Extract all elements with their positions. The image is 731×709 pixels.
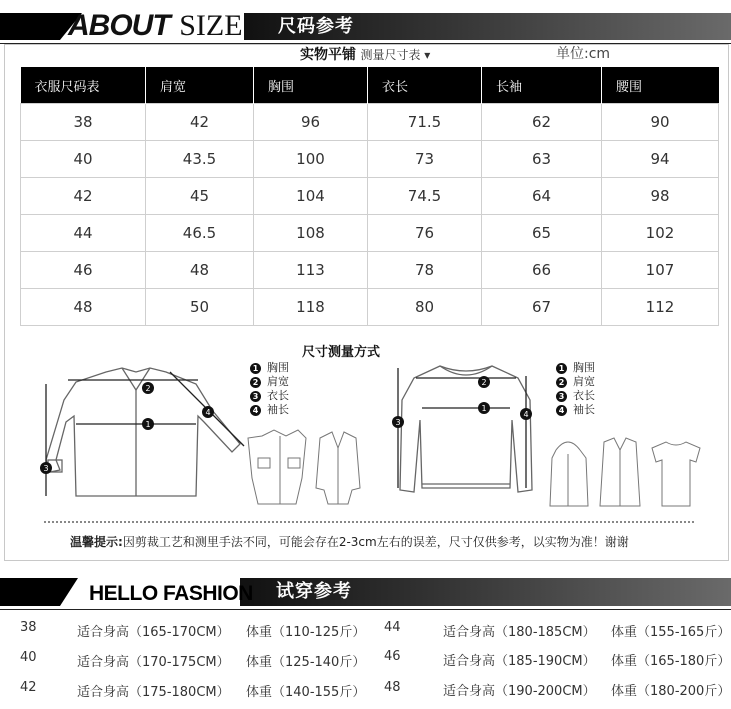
fit-height: 适合身高（175-180CM） <box>77 685 230 700</box>
dotted-divider <box>44 521 694 523</box>
size-table-body <box>21 104 719 326</box>
shirt-marker-1 <box>142 418 154 430</box>
fit-weight: 体重（165-180斤） <box>611 654 731 669</box>
table-cell: 76 <box>368 215 482 252</box>
measure-method-title: 尺寸测量方式 <box>302 345 381 360</box>
legend-left-item-2: 2 肩宽 <box>250 375 289 389</box>
fit-weight: 体重（140-155斤） <box>246 685 366 700</box>
table-cell: 48 <box>21 289 146 326</box>
table-cell: 42 <box>21 178 146 215</box>
size-table <box>20 67 719 326</box>
table-row <box>21 178 719 215</box>
hoodie-cardigan-tee-illustration <box>548 434 704 512</box>
table-cell: 102 <box>602 215 719 252</box>
shirt-marker-2 <box>142 382 154 394</box>
svg-text:1: 1 <box>481 404 487 413</box>
table-row <box>21 252 719 289</box>
table-subtitle: 实物平铺 测量尺寸表 ▾ <box>300 47 431 63</box>
column-header: 胸围 <box>254 67 368 104</box>
table-cell: 100 <box>254 141 368 178</box>
sweater-marker-1 <box>478 402 490 414</box>
shirt-illustration <box>36 360 256 510</box>
fit-size: 38 <box>20 620 37 635</box>
legend-left-item-4: 4 袖长 <box>250 403 289 417</box>
fit-size: 48 <box>384 680 401 695</box>
sweater-marker-2 <box>478 376 490 388</box>
svg-text:4: 4 <box>523 410 529 419</box>
table-row <box>21 215 719 252</box>
table-cell: 108 <box>254 215 368 252</box>
sweater-illustration <box>386 360 546 510</box>
table-cell: 98 <box>602 178 719 215</box>
fashion-bar-slant <box>60 578 78 606</box>
table-cell: 62 <box>482 104 602 141</box>
fit-weight: 体重（110-125斤） <box>246 625 366 640</box>
table-cell: 42 <box>146 104 254 141</box>
table-cell: 45 <box>146 178 254 215</box>
table-cell: 46 <box>21 252 146 289</box>
svg-text:1: 1 <box>145 420 151 429</box>
svg-text:2: 2 <box>481 378 487 387</box>
table-cell: 65 <box>482 215 602 252</box>
legend-right-item-4: 4 袖长 <box>556 403 595 417</box>
table-cell: 38 <box>21 104 146 141</box>
hello-fashion-title: HELLO FASHION <box>89 582 253 605</box>
table-cell: 48 <box>146 252 254 289</box>
column-header: 肩宽 <box>146 67 254 104</box>
fit-size: 46 <box>384 649 401 664</box>
try-on-reference-heading: 试穿参考 <box>276 581 352 602</box>
table-cell: 63 <box>482 141 602 178</box>
legend-right-item-3: 3 衣长 <box>556 389 595 403</box>
svg-text:3: 3 <box>43 464 49 473</box>
table-row <box>21 104 719 141</box>
legend-right-item-1: 1 胸围 <box>556 361 595 375</box>
table-cell: 74.5 <box>368 178 482 215</box>
table-cell: 118 <box>254 289 368 326</box>
fit-height: 适合身高（185-190CM） <box>443 654 596 669</box>
table-cell: 43.5 <box>146 141 254 178</box>
table-cell: 66 <box>482 252 602 289</box>
shirt-marker-3 <box>40 462 52 474</box>
unit-label: 单位:cm <box>556 46 611 62</box>
table-cell: 94 <box>602 141 719 178</box>
table-cell: 78 <box>368 252 482 289</box>
fit-height: 适合身高（165-170CM） <box>77 625 230 640</box>
svg-text:4: 4 <box>205 408 211 417</box>
fit-size: 40 <box>20 650 37 665</box>
shirt-marker-4 <box>202 406 214 418</box>
table-cell: 44 <box>21 215 146 252</box>
fit-height: 适合身高（190-200CM） <box>443 684 596 699</box>
column-header: 长袖 <box>482 67 602 104</box>
table-cell: 71.5 <box>368 104 482 141</box>
table-cell: 107 <box>602 252 719 289</box>
table-cell: 64 <box>482 178 602 215</box>
sweater-marker-3 <box>392 416 404 428</box>
table-cell: 50 <box>146 289 254 326</box>
legend-left <box>250 361 289 417</box>
legend-right <box>556 361 595 417</box>
fashion-bar-left <box>0 578 60 606</box>
fit-weight: 体重（180-200斤） <box>611 684 731 699</box>
legend-left-item-3: 3 衣长 <box>250 389 289 403</box>
column-header: 衣长 <box>368 67 482 104</box>
size-table-header <box>21 67 719 104</box>
table-cell: 40 <box>21 141 146 178</box>
legend-right-item-2: 2 肩宽 <box>556 375 595 389</box>
header-bar-left <box>0 13 60 40</box>
jacket-suit-illustration <box>244 428 364 510</box>
fit-weight: 体重（155-165斤） <box>611 625 731 640</box>
measurement-tip: 温馨提示:因剪裁工艺和测里手法不同，可能会存在2-3cm左右的误差，尺寸仅供参考，以实物为准！谢谢 <box>70 535 629 549</box>
size-reference-heading: 尺码参考 <box>278 16 354 37</box>
table-cell: 90 <box>602 104 719 141</box>
table-cell: 104 <box>254 178 368 215</box>
table-cell: 46.5 <box>146 215 254 252</box>
fit-height: 适合身高（180-185CM） <box>443 625 596 640</box>
fit-weight: 体重（125-140斤） <box>246 655 366 670</box>
about-size-title: ABOUT SIZE <box>68 9 243 42</box>
legend-left-item-1: 1 胸围 <box>250 361 289 375</box>
svg-text:2: 2 <box>145 384 151 393</box>
table-cell: 67 <box>482 289 602 326</box>
fit-size: 42 <box>20 680 37 695</box>
column-header: 腰围 <box>602 67 719 104</box>
table-cell: 112 <box>602 289 719 326</box>
table-cell: 73 <box>368 141 482 178</box>
table-row <box>21 141 719 178</box>
table-cell: 113 <box>254 252 368 289</box>
column-header: 衣服尺码表 <box>21 67 146 104</box>
table-row <box>21 289 719 326</box>
fit-size: 44 <box>384 620 401 635</box>
sweater-marker-4 <box>520 408 532 420</box>
table-cell: 96 <box>254 104 368 141</box>
table-cell: 80 <box>368 289 482 326</box>
fashion-divider <box>0 609 731 610</box>
svg-text:3: 3 <box>395 418 401 427</box>
fit-height: 适合身高（170-175CM） <box>77 655 230 670</box>
